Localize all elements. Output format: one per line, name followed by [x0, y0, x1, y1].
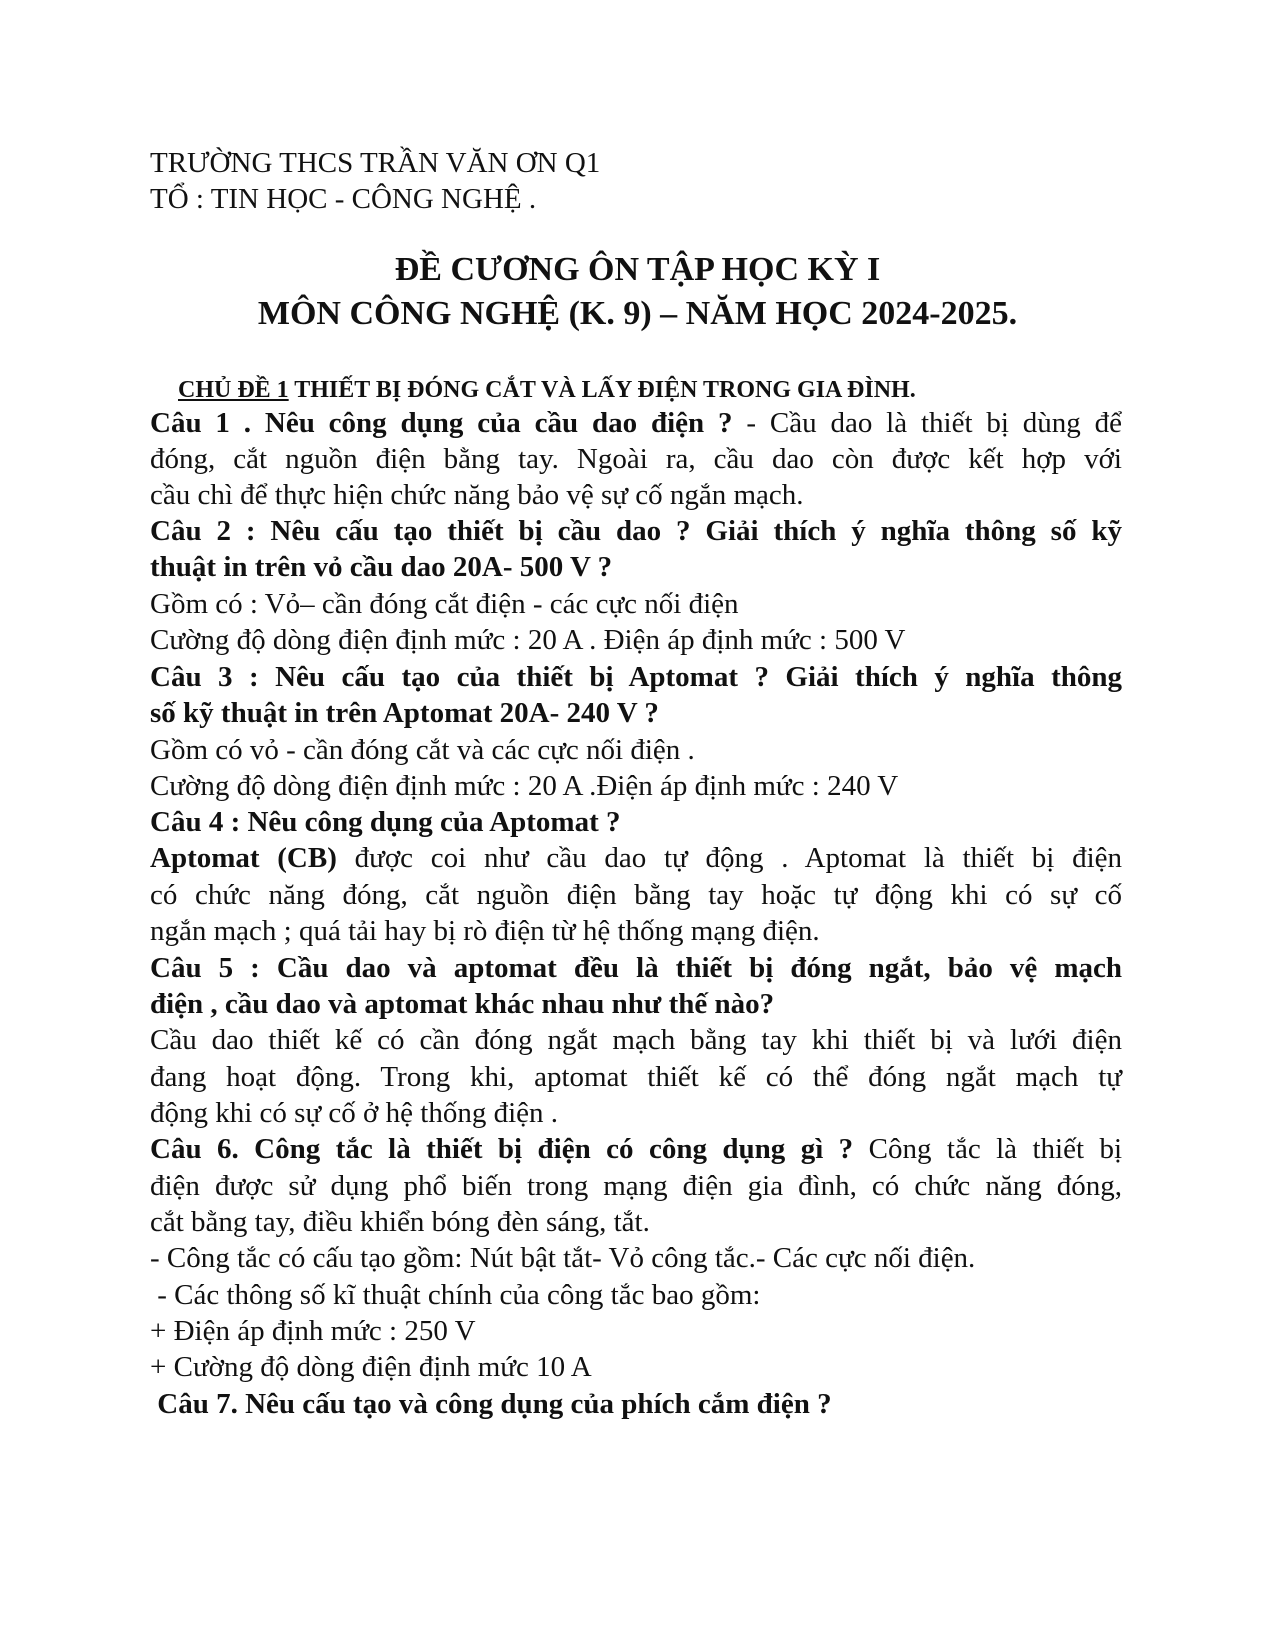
q1-first-line	[150, 405, 1122, 441]
q4-question: Câu 4 : Nêu công dụng của Aptomat ?	[150, 806, 621, 838]
q6-line-3: cắt bằng tay, điều khiển bóng đèn sáng, tắt.	[150, 1206, 650, 1238]
q6-specs-heading: - Các thông số kĩ thuật chính của công tắc bao gồm:	[150, 1279, 761, 1311]
q2-answer-line-2: Cường độ dòng điện định mức : 20 A . Điện áp định mức : 500 V	[150, 624, 906, 656]
q5-question-line-1: Câu 5 : Cầu dao và aptomat đều là thiết bị đóng ngắt, bảo vệ mạch	[150, 952, 1122, 984]
title-line-1: ĐỀ CƯƠNG ÔN TẬP HỌC KỲ I	[394, 251, 881, 288]
school-name: TRƯỜNG THCS TRẦN VĂN ƠN Q1	[150, 147, 601, 179]
q1-line-2: đóng, cắt nguồn điện bằng tay. Ngoài ra, cầu dao còn được kết hợp với	[150, 443, 1122, 475]
q3-answer-line-1: Gồm có vỏ - cần đóng cắt và các cực nối điện .	[150, 734, 695, 766]
q3-question-line-2: số kỹ thuật in trên Aptomat 20A- 240 V ?	[150, 697, 659, 729]
topic-text: THIẾT BỊ ĐÓNG CẮT VÀ LẤY ĐIỆN TRONG GIA ĐÌNH.	[288, 377, 916, 403]
q6-first-line	[150, 1131, 1122, 1167]
q5-answer-line-3: động khi có sự cố ở hệ thống điện .	[150, 1097, 558, 1129]
q2-question-line-2: thuật in trên vỏ cầu dao 20A- 500 V ?	[150, 551, 613, 583]
topic-heading	[178, 372, 916, 408]
q2-question-line-1: Câu 2 : Nêu cấu tạo thiết bị cầu dao ? Giải thích ý nghĩa thông số kỹ	[150, 515, 1122, 547]
q5-question-line-2: điện , cầu dao và aptomat khác nhau như thế nào?	[150, 988, 775, 1020]
q6-question: Câu 6. Công tắc là thiết bị điện có công dụng gì ?	[150, 1133, 854, 1165]
q6-spec-current: + Cường độ dòng điện định mức 10 A	[150, 1351, 592, 1383]
title-line-2: MÔN CÔNG NGHỆ (K. 9) – NĂM HỌC 2024-2025.	[257, 295, 1018, 332]
q1-answer-start: - Cầu dao là thiết bị dùng để	[732, 407, 1122, 439]
department-name: TỔ : TIN HỌC - CÔNG NGHỆ .	[150, 183, 537, 215]
q7-question: Câu 7. Nêu cấu tạo và công dụng của phích cắm điện ?	[150, 1388, 832, 1420]
q4-answer-start: được coi như cầu dao tự động . Aptomat là thiết bị điện	[336, 842, 1122, 874]
topic-label: CHỦ ĐỀ 1	[178, 377, 289, 403]
q5-answer-line-1: Cầu dao thiết kế có cần đóng ngắt mạch bằng tay khi thiết bị và lưới điện	[150, 1024, 1122, 1056]
q6-answer-start: Công tắc là thiết bị	[853, 1133, 1123, 1165]
q4-answer-term: Aptomat (CB)	[150, 842, 337, 874]
q4-answer-line-2: có chức năng đóng, cắt nguồn điện bằng tay hoặc tự động khi có sự cố	[150, 879, 1122, 911]
q6-line-2: điện được sử dụng phổ biến trong mạng điện gia đình, có chức năng đóng,	[150, 1170, 1122, 1202]
q6-structure-line: - Công tắc có cấu tạo gồm: Nút bật tắt- Vỏ công tắc.- Các cực nối điện.	[150, 1242, 976, 1274]
q2-answer-line-1: Gồm có : Vỏ– cần đóng cắt điện - các cực nối điện	[150, 588, 739, 620]
q3-question-line-1: Câu 3 : Nêu cấu tạo của thiết bị Aptomat ? Giải thích ý nghĩa thông	[150, 661, 1122, 693]
q3-answer-line-2: Cường độ dòng điện định mức : 20 A .Điện áp định mức : 240 V	[150, 770, 899, 802]
q4-answer-line-3: ngắn mạch ; quá tải hay bị rò điện từ hệ thống mạng điện.	[150, 915, 820, 947]
q6-spec-voltage: + Điện áp định mức : 250 V	[150, 1315, 476, 1347]
q1-line-3: cầu chì để thực hiện chức năng bảo vệ sự cố ngắn mạch.	[150, 479, 804, 511]
q5-answer-line-2: đang hoạt động. Trong khi, aptomat thiết kế có thể đóng ngắt mạch tự	[150, 1061, 1122, 1093]
q1-question: Câu 1 . Nêu công dụng của cầu dao điện ?	[150, 407, 733, 439]
q4-answer-line-1	[150, 840, 1122, 876]
